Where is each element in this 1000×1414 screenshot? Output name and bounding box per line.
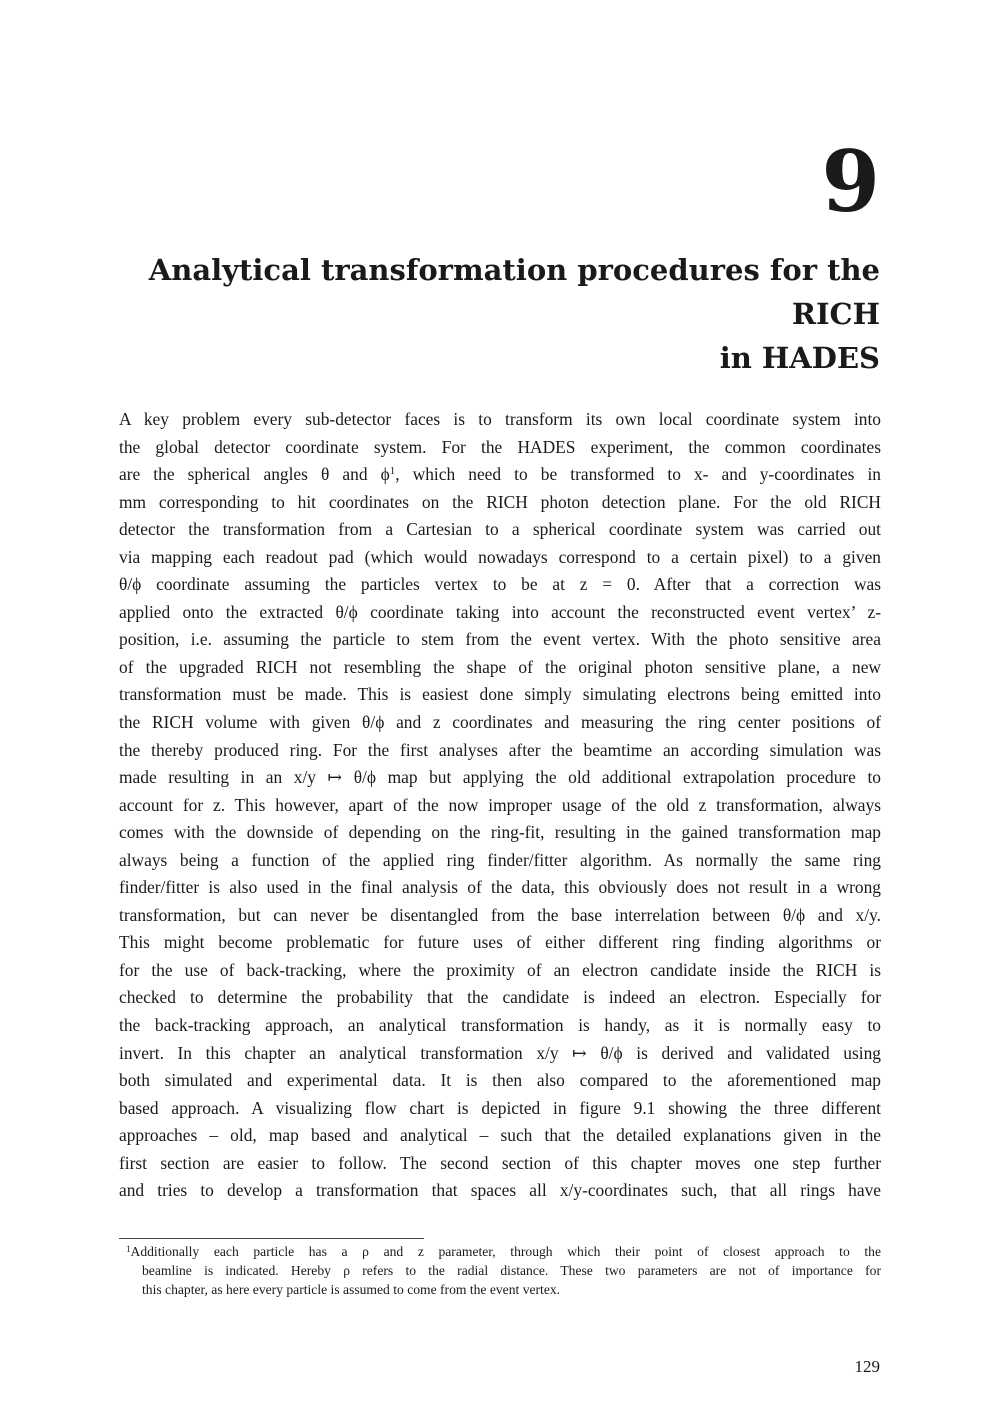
paragraph-line: based approach. A visualizing flow chart is depicted in figure 9.1 showing the three different (119, 1097, 881, 1118)
paragraph-line: first section are easier to follow. The second section of this chapter moves one step further (119, 1152, 881, 1173)
paragraph-line: invert. In this chapter an analytical transformation x/y ↦ θ/ϕ is derived and validated using (119, 1042, 881, 1063)
paragraph-line: for the use of back-tracking, where the proximity of an electron candidate inside the RICH is (119, 959, 881, 980)
paragraph-line: made resulting in an x/y ↦ θ/ϕ map but applying the old additional extrapolation procedure to (119, 767, 881, 788)
paragraph-line: both simulated and experimental data. It is then also compared to the aforementioned map (119, 1070, 881, 1091)
paragraph-line: the thereby produced ring. For the first analyses after the beamtime an according simulation was (119, 739, 881, 760)
paragraph-line: detector the transformation from a Cartesian to a spherical coordinate system was carried out (119, 519, 881, 540)
page-number: 129 (854, 1357, 880, 1376)
paragraph-line: the global detector coordinate system. For the HADES experiment, the common coordinates (119, 436, 881, 457)
chapter-title (120, 248, 880, 380)
paragraph-line: always being a function of the applied ring finder/fitter algorithm. As normally the same ring (119, 849, 881, 870)
line-text: , which need to be transformed to x- and y-coordinates in (395, 464, 881, 485)
paragraph-line: This might become problematic for future uses of either different ring finding algorithms or (119, 932, 881, 953)
footnote-line: beamline is indicated. Hereby ρ refers to the radial distance. These two parameters are not of importance for (142, 1263, 881, 1278)
footnote-separator (119, 1238, 424, 1239)
paragraph-line: A key problem every sub-detector faces is to transform its own local coordinate system into (119, 409, 881, 429)
paragraph-line: checked to determine the probability that the candidate is indeed an electron. Especially for (119, 987, 881, 1008)
chapter-number: 9 (821, 132, 880, 231)
footnote-text: Additionally each particle has a ρ and z parameter, through which their point of closest approach to the (130, 1244, 881, 1259)
footnote (119, 1242, 881, 1299)
chapter-title-line: Analytical transformation procedures for the RICH (148, 253, 880, 331)
paragraph-line: transformation, but can never be disentangled from the base interrelation between θ/ϕ and x/y. (119, 904, 881, 925)
line-text: are the spherical angles θ and ϕ (119, 464, 390, 485)
paragraph-line: θ/ϕ coordinate assuming the particles vertex to be at z = 0. After that a correction was (119, 574, 881, 595)
paragraph-line: position, i.e. assuming the particle to stem from the event vertex. With the photo sensitive area (119, 629, 881, 650)
paragraph-line: comes with the downside of depending on the ring-fit, resulting in the gained transformation map (119, 822, 881, 843)
paragraph-line: mm corresponding to hit coordinates on the RICH photon detection plane. For the old RICH (119, 491, 881, 512)
paragraph-line: approaches – old, map based and analytical – such that the detailed explanations given in the (119, 1125, 881, 1146)
paragraph-line: of the upgraded RICH not resembling the shape of the original photon sensitive plane, a new (119, 656, 881, 677)
body-paragraph (119, 406, 881, 1205)
paragraph-line: via mapping each readout pad (which would nowadays correspond to a certain pixel) to a given (119, 546, 881, 567)
footnote-marker: 1 (389, 465, 396, 478)
footnote-line (119, 1242, 881, 1261)
paragraph-line: transformation must be made. This is easiest done simply simulating electrons being emitted into (119, 684, 881, 705)
footnote-marker: 1 (126, 1244, 131, 1254)
paragraph-line (119, 461, 881, 489)
paragraph-line: applied onto the extracted θ/ϕ coordinate taking into account the reconstructed event vertex’ z- (119, 601, 881, 622)
paragraph-line: finder/fitter is also used in the final analysis of the data, this obviously does not result in a wrong (119, 877, 881, 898)
paragraph-line: account for z. This however, apart of the now improper usage of the old z transformation, always (119, 794, 881, 815)
paragraph-line: and tries to develop a transformation that spaces all x/y-coordinates such, that all rings have (119, 1180, 881, 1201)
footnote-line: this chapter, as here every particle is assumed to come from the event vertex. (142, 1282, 561, 1297)
paragraph-line: the back-tracking approach, an analytical transformation is handy, as it is normally easy to (119, 1015, 881, 1036)
chapter-title-line: in HADES (719, 341, 880, 375)
paragraph-line: the RICH volume with given θ/ϕ and z coordinates and measuring the ring center positions of (119, 712, 881, 733)
